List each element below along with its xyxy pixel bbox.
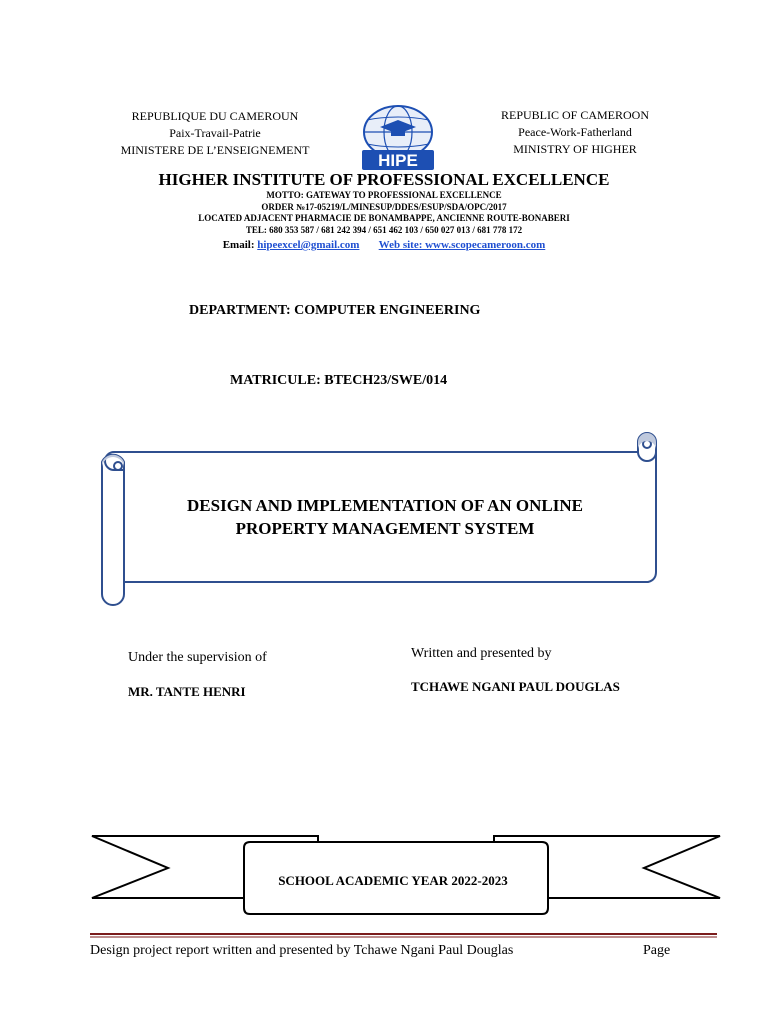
website-link[interactable]: Web site: www.scopecameroon.com [378,239,546,251]
email-label: Email: [222,239,258,251]
project-title-line1: DESIGN AND IMPLEMENTATION OF AN ONLINE [187,496,583,515]
author-name: TCHAWE NGANI PAUL DOUGLAS [411,679,620,694]
country-name-en: REPUBLIC OF CAMEROON [500,108,650,122]
supervisor-name: MR. TANTE HENRI [128,684,246,699]
email-link[interactable]: hipeexcel@gmail.com [257,239,360,251]
motto-en: Peace-Work-Fatherland [518,125,632,139]
globe-icon [358,104,438,172]
footer-text: Design project report written and presented by Tchawe Ngani Paul Douglas [90,943,514,958]
institution-order: ORDER №17-05219/L/MINESUP/DDES/ESUP/SDA/OPC/2017 [261,202,507,212]
institution-motto: MOTTO: GATEWAY TO PROFESSIONAL EXCELLENCE [266,190,502,200]
department: DEPARTMENT: COMPUTER ENGINEERING [189,303,481,318]
ministry-en: MINISTRY OF HIGHER [513,142,637,156]
matricule: MATRICULE: BTECH23/SWE/014 [230,373,448,388]
logo-text: HIPE [378,151,418,170]
motto-fr: Paix-Travail-Patrie [169,126,261,140]
academic-year: SCHOOL ACADEMIC YEAR 2022-2023 [278,873,508,888]
country-name-fr: REPUBLIQUE DU CAMEROUN [131,109,299,123]
institution-location: LOCATED ADJACENT PHARMACIE DE BONAMBAPPE, ANCIENNE ROUTE-BONABERI [198,213,570,223]
header-left-block [100,108,330,159]
footer-page-label: Page [643,943,671,958]
hipe-logo [358,104,438,172]
author-label: Written and presented by [411,646,552,661]
footer-rule [90,933,717,939]
institution-tel: TEL: 680 353 587 / 681 242 394 / 651 462 103 / 650 027 013 / 681 778 172 [245,225,523,235]
project-title [150,494,620,540]
institution-name: HIGHER INSTITUTE OF PROFESSIONAL EXCELLENCE [158,170,610,189]
ministry-fr: MINISTERE DE L’ENSEIGNEMENT [120,143,310,157]
supervision-label: Under the supervision of [128,650,267,665]
project-title-line2: PROPERTY MANAGEMENT SYSTEM [235,519,535,538]
contact-line [0,239,768,251]
header-right-block [475,107,675,158]
